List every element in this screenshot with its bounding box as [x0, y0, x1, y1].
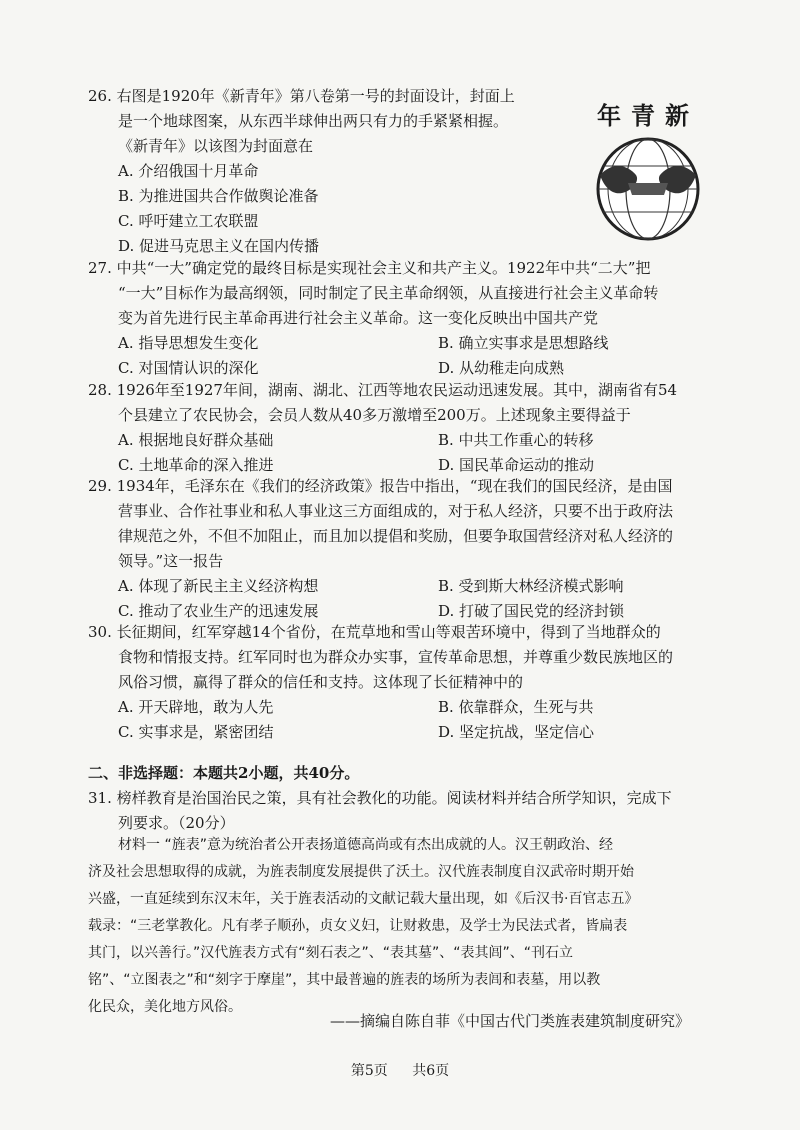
option-c: C. 对国情认识的深化	[118, 359, 259, 377]
material-line: 兴盛，一直延续到东汉末年，关于旌表活动的文献记载大量出现，如《后汉书·百官志五》	[88, 891, 639, 907]
page-footer	[0, 1060, 800, 1080]
option-d: D. 坚定抗战，坚定信心	[438, 723, 595, 741]
question-line: 27. 中共“一大”确定党的最终目标是实现社会主义和共产主义。1922年中共“二大”把	[88, 259, 651, 277]
option-c: C. 呼吁建立工农联盟	[118, 212, 259, 230]
option-b: B. 依靠群众，生死与共	[438, 698, 594, 716]
option-c: C. 土地革命的深入推进	[118, 456, 274, 474]
question-line: 31. 榜样教育是治国治民之策，具有社会教化的功能。阅读材料并结合所学知识，完成下	[88, 789, 672, 807]
option-d: D. 打破了国民党的经济封锁	[438, 602, 625, 620]
material-source: ——摘编自陈自菲《中国古代门类旌表建筑制度研究》	[330, 1012, 691, 1030]
question-line: “一大”目标作为最高纲领，同时制定了民主革命纲领，从直接进行社会主义革命转	[118, 284, 659, 302]
material-line: 其门，以兴善行。”汉代旌表方式有“刻石表之”、“表其墓”、“表其闾”、“刊石立	[88, 945, 574, 961]
material-line: 济及社会思想取得的成就，为旌表制度发展提供了沃土。汉代旌表制度自汉武帝时期开始	[88, 864, 634, 880]
question-line: 个县建立了农民协会，会员人数从40多万激增至200万。上述现象主要得益于	[118, 406, 631, 424]
question-line: 风俗习惯，赢得了群众的信任和支持。这体现了长征精神中的	[118, 673, 524, 691]
question-line: 26. 右图是1920年《新青年》第八卷第一号的封面设计，封面上	[88, 87, 515, 105]
option-a: A. 介绍俄国十月革命	[118, 162, 259, 180]
section-heading: 二、非选择题：本题共2小题，共40分。	[88, 764, 360, 782]
question-line: 30. 长征期间，红军穿越14个省份，在荒草地和雪山等艰苦环境中，得到了当地群众的	[88, 623, 661, 641]
option-c: C. 推动了农业生产的迅速发展	[118, 602, 319, 620]
question-line: 29. 1934年，毛泽东在《我们的经济政策》报告中指出，“现在我们的国民经济，是由国	[88, 477, 673, 495]
question-line: 食物和情报支持。红军同时也为群众办实事，宣传革命思想，并尊重少数民族地区的	[118, 648, 674, 666]
option-a: A. 开天辟地，敢为人先	[118, 698, 274, 716]
question-line: 变为首先进行民主革命再进行社会主义革命。这一变化反映出中国共产党	[118, 309, 599, 327]
option-b: B. 受到斯大林经济模式影响	[438, 577, 624, 595]
question-line: 是一个地球图案，从东西半球伸出两只有力的手紧紧相握。	[118, 112, 509, 130]
option-a: A. 指导思想发生变化	[118, 334, 259, 352]
option-a: A. 根据地良好群众基础	[118, 431, 274, 449]
option-d: D. 从幼稚走向成熟	[438, 359, 565, 377]
option-a: A. 体现了新民主主义经济构想	[118, 577, 319, 595]
globe-handshake-image	[578, 131, 718, 243]
option-d: D. 促进马克思主义在国内传播	[118, 237, 320, 255]
question-28	[88, 378, 728, 478]
new-youth-cover-figure	[578, 96, 718, 246]
material-one	[88, 832, 728, 1021]
question-line: 列要求。（20分）	[118, 814, 235, 832]
cover-masthead: 年青新	[597, 101, 699, 130]
material-line: 化民众，美化地方风俗。	[88, 999, 242, 1015]
option-b: B. 为推进国共合作做舆论准备	[118, 187, 319, 205]
question-line: 28. 1926年至1927年间，湖南、湖北、江西等地农民运动迅速发展。其中，湖南省有54	[88, 381, 678, 399]
option-b: B. 中共工作重心的转移	[438, 431, 594, 449]
material-line: 铭”、“立图表之”和“刻字于摩崖”，其中最普遍的旌表的场所为表闾和表墓，用以教	[88, 972, 601, 988]
page-total: 共6页	[412, 1063, 450, 1079]
question-line: 领导。”这一报告	[118, 552, 224, 570]
option-b: B. 确立实事求是思想路线	[438, 334, 609, 352]
page-number: 第5页	[350, 1063, 388, 1079]
question-line: 营事业、合作社事业和私人事业这三方面组成的，对于私人经济，只要不出于政府法	[118, 502, 674, 520]
option-c: C. 实事求是，紧密团结	[118, 723, 274, 741]
question-30	[88, 620, 728, 745]
question-31	[88, 786, 728, 836]
question-29	[88, 474, 728, 624]
question-line: 《新青年》以该图为封面意在	[118, 137, 314, 155]
material-line: 载录：“三老掌教化。凡有孝子顺孙，贞女义妇，让财救患，及学士为民法式者，皆扁表	[88, 918, 628, 934]
material-line: 材料一 “旌表”意为统治者公开表扬道德高尚或有杰出成就的人。汉王朝政治、经	[118, 837, 613, 853]
option-d: D. 国民革命运动的推动	[438, 456, 595, 474]
question-27	[88, 256, 728, 381]
question-line: 律规范之外，不但不加阻止，而且加以提倡和奖励，但要争取国营经济对私人经济的	[118, 527, 674, 545]
